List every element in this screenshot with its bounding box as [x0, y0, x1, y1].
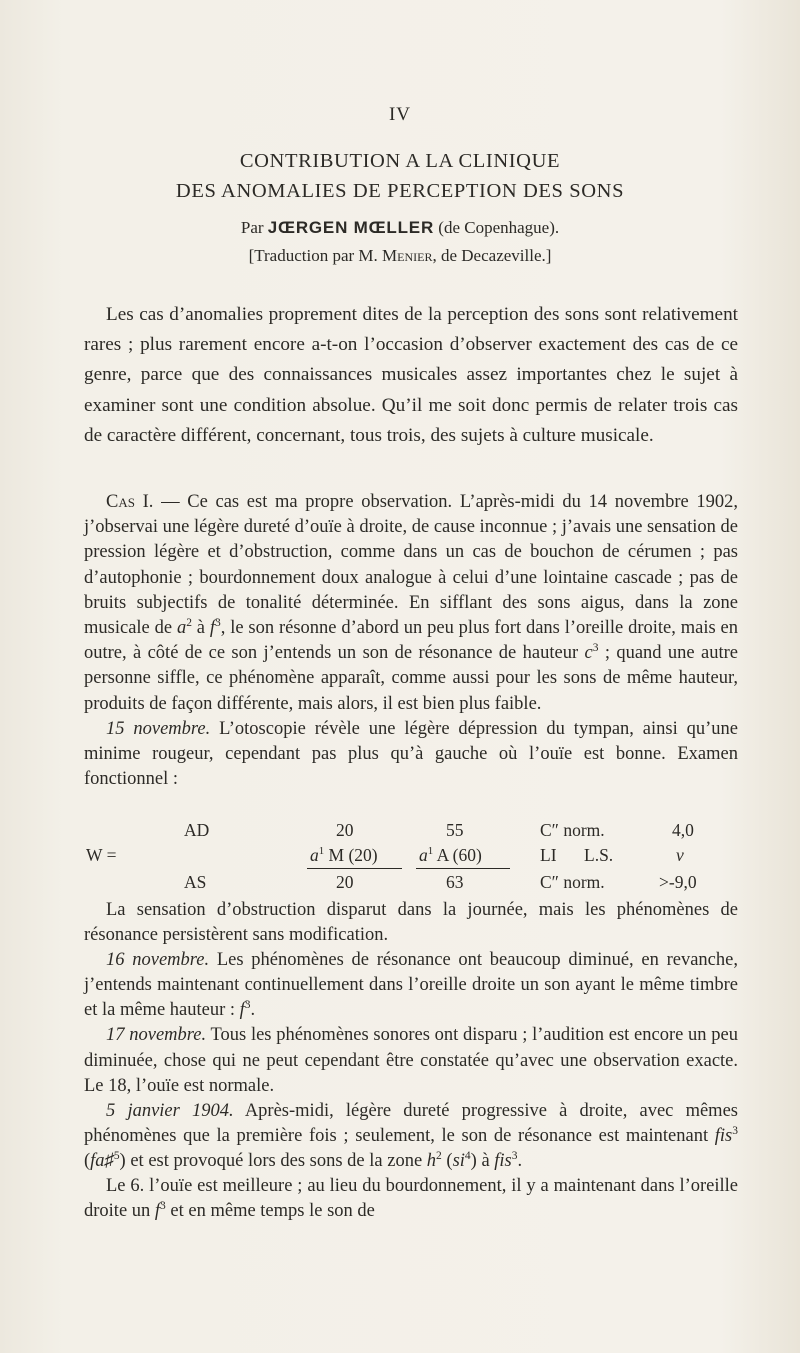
- date-nov17: 17 novembre.: [106, 1025, 207, 1046]
- case-one-paragraph: [84, 490, 738, 717]
- note-f: f: [209, 618, 215, 639]
- fa-open: (: [84, 1150, 91, 1171]
- exam-ad: AD: [184, 820, 210, 840]
- exam-w-label: W =: [86, 845, 117, 865]
- author-affiliation: (de Copenhague).: [438, 218, 560, 237]
- exam-ad-v1: 20: [336, 820, 354, 840]
- title-line-2: DES ANOMALIES DE PERCEPTION DES SONS: [175, 180, 625, 202]
- nov15-text: L’otoscopie révèle une légère dépression du tympan, ainsi qu’une minime rougeur, cependant pas plus qu’à gauche où l’ouïe est bonne. Examen fonctionnel :: [84, 718, 738, 790]
- note-si-sup: 4: [464, 1149, 471, 1162]
- note-a: a: [176, 618, 187, 639]
- nov16-paragraph: [84, 948, 738, 1023]
- jan5-text-2: et est provoqué lors des sons de la zone: [125, 1150, 427, 1171]
- chapter-number: IV: [388, 104, 412, 125]
- exam-mid-m: [310, 845, 378, 866]
- intro-text: Les cas d’anomalies proprement dites de la perception des sons sont relativement rares ; plus rarement encore a-t-on l’occasion d’observer exactement des cas de ce genre, parce que des connaissances musicales assez importantes chez le sujet à examiner sont une condition absolue. Qu’il me soit donc permis de relater trois cas de caractère différent, concernant, tous trois, des sujets à culture musicale.: [84, 304, 738, 446]
- exam-mid-a2: a: [419, 845, 428, 865]
- note-si: si: [452, 1150, 465, 1171]
- si-open: (: [441, 1150, 453, 1171]
- jan6-note-sup: 3: [160, 1199, 166, 1212]
- exam-mid-li: LI: [540, 845, 557, 865]
- exam-mid-ls: L.S.: [584, 845, 614, 865]
- note-fis-sup: 3: [732, 1124, 738, 1137]
- note-fis: fis: [714, 1125, 733, 1146]
- jan6-note: f: [154, 1201, 161, 1222]
- date-nov16: 16 novembre.: [106, 950, 210, 971]
- exam-as-c: C″ norm.: [540, 872, 605, 892]
- jan6-end: et en même temps le son de: [165, 1201, 375, 1222]
- note-fis-2: fis: [494, 1150, 512, 1171]
- obstruction-paragraph: La sensation d’obstruction disparut dans la journée, mais les phénomènes de résonance persistèrent sans modification.: [84, 900, 738, 946]
- exam-mid-a2-sup: 1: [427, 845, 434, 858]
- translation-prefix: [Traduction par M.: [248, 246, 378, 265]
- nov16-note: f: [239, 1000, 245, 1021]
- jan5-paragraph: [84, 1099, 738, 1174]
- case-text-2: à: [191, 618, 210, 639]
- date-jan5: 5 janvier 1904.: [106, 1100, 234, 1121]
- exam-mid-a: [419, 845, 482, 866]
- exam-ad-r: 4,0: [672, 820, 694, 840]
- note-c-sup: 3: [592, 642, 599, 655]
- case-one-followup: [84, 898, 738, 1224]
- case-text-1: — Ce cas est ma propre observation. L’après-midi du 14 novembre 1902, j’observai une légère dureté d’ouïe à droite, de cause inconnue ; j’avais une sensation de pression légère et d’obstruction, comme dans un cas de bouchon de cérumen ; pas d’autophonie ; bourdonnement doux analogue à celui d’une lointaine cascade ; pas de bruits subjectifs de tonalité déterminée. En sifflant des sons aigus, dans la zone musicale de: [84, 492, 738, 639]
- nov15-paragraph: [84, 717, 738, 793]
- case-text-3: , le son résonne d’abord un peu plus fort dans l’oreille droite, mais en outre, à côté de ce son j’entends un son de résonance de hauteur: [84, 618, 739, 664]
- nov16-note-sup: 3: [244, 999, 251, 1012]
- note-a-sup: 2: [186, 616, 192, 629]
- translator-name: Menier: [382, 246, 433, 265]
- byline: [0, 218, 800, 238]
- exam-as-r: >-9,0: [659, 872, 697, 892]
- exam-rule-2: [416, 868, 510, 869]
- title-line-1: CONTRIBUTION A LA CLINIQUE: [239, 150, 561, 172]
- exam-as-v1: 20: [336, 872, 354, 892]
- fa-close: ): [119, 1150, 126, 1171]
- case-label: Cas I.: [106, 492, 154, 512]
- si-close: ) à: [470, 1150, 495, 1171]
- byline-prefix: Par: [240, 218, 264, 237]
- translation-suffix: , de Decazeville.]: [432, 246, 552, 265]
- exam-ad-c: C″ norm.: [540, 820, 605, 840]
- jan6-text: Le 6. l’ouïe est meilleure ; au lieu du bourdonnement, il y a maintenant dans l’oreille droite un: [84, 1176, 738, 1222]
- translation-credit: [0, 246, 800, 266]
- case-text-4: ; quand une autre personne siffle, ce phénomène apparaît, comme aussi pour les sons de même hauteur, produits de façon différente, mais alors, il est bien plus faible.: [84, 643, 738, 714]
- nov17-text: Tous les phénomènes sonores ont disparu ; l’audition est encore un peu diminuée, chose qui ne peut cependant être constatée qu’avec une observation exacte. Le 18, l’ouïe est normale.: [84, 1025, 738, 1096]
- nov17-paragraph: [84, 1023, 738, 1098]
- note-fis-2-sup: 3: [511, 1149, 518, 1162]
- exam-ad-v2: 55: [446, 820, 464, 840]
- exam-as-v2: 63: [446, 872, 464, 892]
- exam-mid-v: v: [676, 845, 684, 865]
- exam-mid-m-text: M (20): [328, 845, 378, 865]
- note-h-sup: 2: [436, 1149, 442, 1162]
- note-c: c: [584, 643, 593, 664]
- exam-mid-a-text: A (60): [436, 845, 482, 865]
- nov16-text: Les phénomènes de résonance ont beaucoup diminué, en revanche, j’entends maintenant continuellement dans l’oreille droite un son ayant le même timbre et la même hauteur :: [84, 950, 738, 1021]
- intro-paragraph: [84, 300, 738, 451]
- note-h: h: [426, 1150, 437, 1171]
- jan5-end: .: [517, 1150, 523, 1171]
- note-f-sup: 3: [215, 616, 221, 629]
- jan5-text-1: Après-midi, légère dureté progressive à droite, avec mêmes phénomènes que la première fois ; seulement, le son de résonance est maintenant: [84, 1100, 738, 1146]
- exam-rule-1: [307, 868, 402, 869]
- hearing-exam-table: [84, 818, 738, 894]
- note-fa-sup: 5: [113, 1149, 120, 1162]
- case-one-section: [84, 490, 738, 792]
- note-fa: fa♯: [90, 1150, 114, 1171]
- nov16-end: .: [250, 1000, 256, 1021]
- exam-mid-a1: a: [310, 845, 319, 865]
- exam-as: AS: [184, 872, 207, 892]
- exam-mid-a1-sup: 1: [318, 845, 325, 858]
- date-nov15: 15 novembre.: [106, 718, 211, 739]
- jan6-paragraph: [84, 1174, 738, 1224]
- author-name: JŒRGEN MŒLLER: [267, 218, 435, 237]
